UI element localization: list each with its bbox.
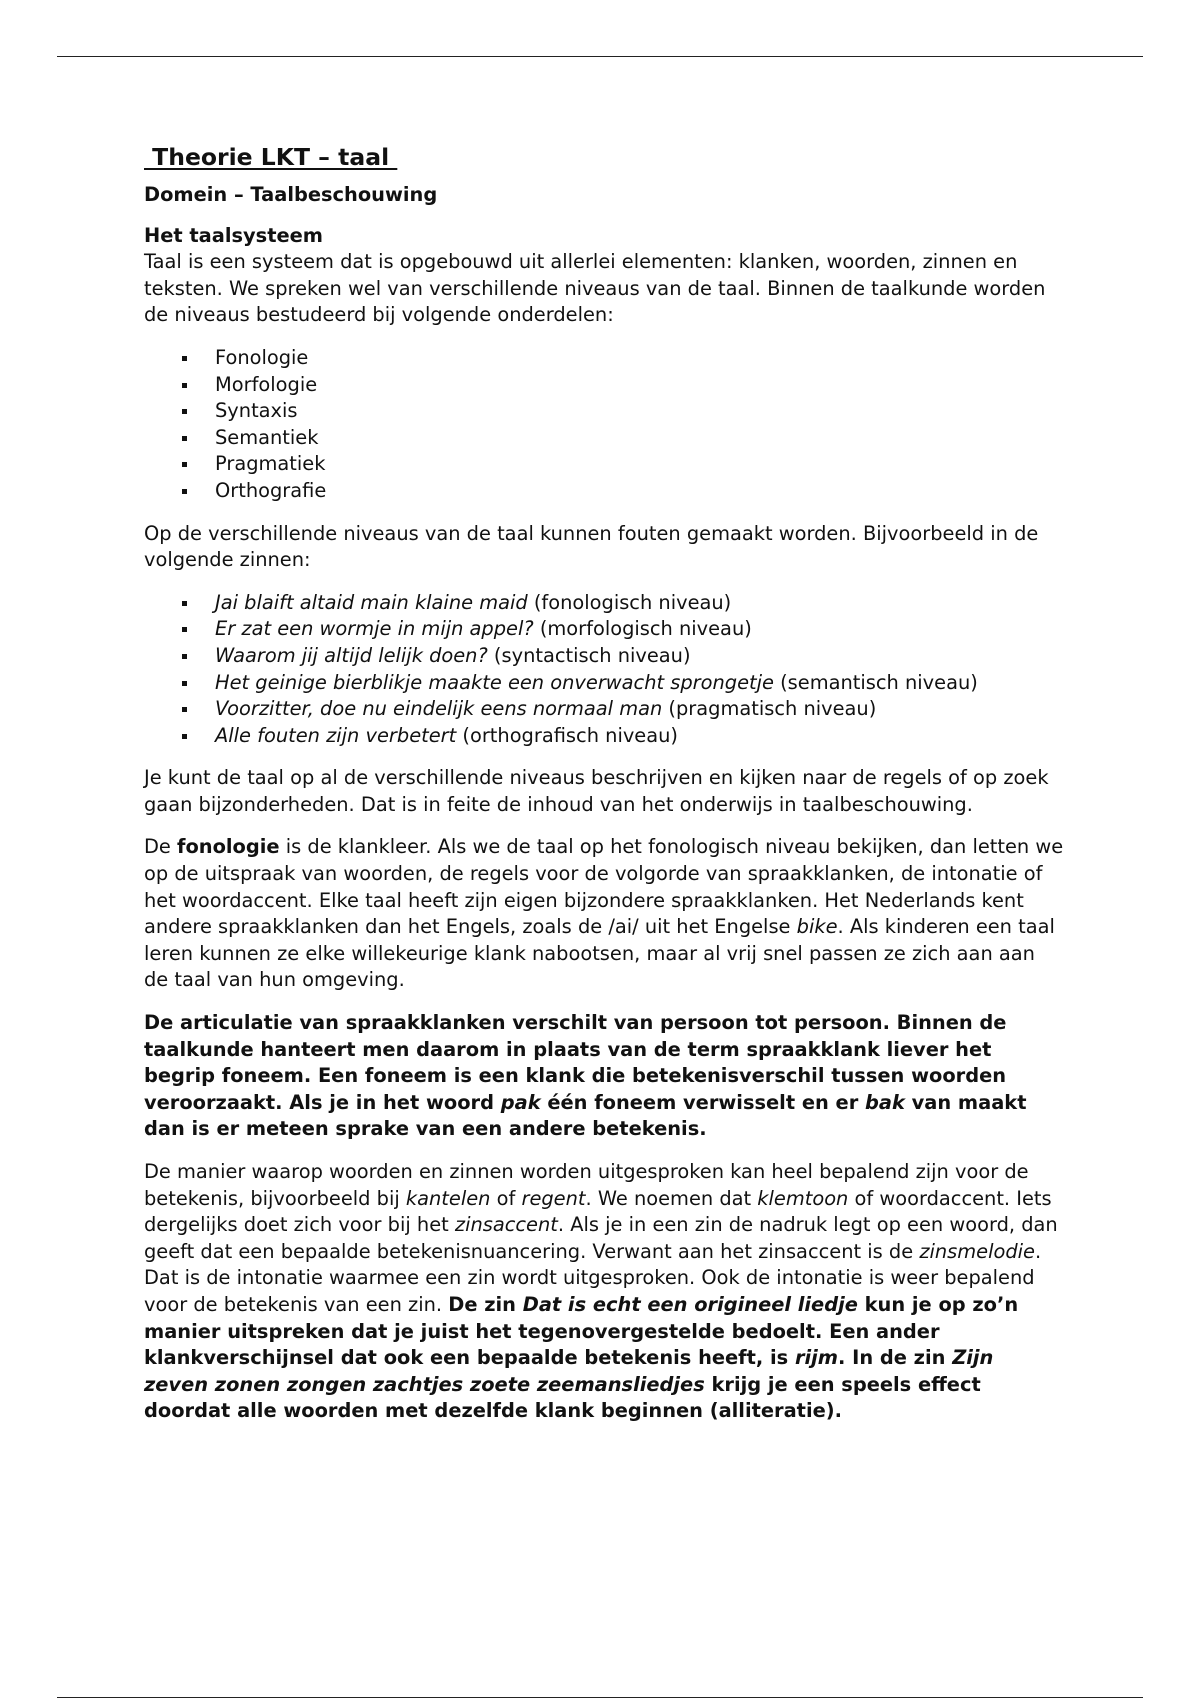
- example-level: (fonologisch niveau): [527, 590, 732, 614]
- bullet-icon: [182, 383, 187, 388]
- stress-text: . Als je in een zin de nadruk legt op een woord, dan geeft dat een bepaalde betekenisnuancering. Verwant aan het zinsaccent is de: [144, 1213, 1058, 1263]
- bullet-icon: [182, 356, 187, 361]
- stress-bold-text: De zin: [448, 1292, 523, 1316]
- list-item-text: Pragmatiek: [215, 452, 326, 476]
- example-sentence: Er zat een wormje in mijn appel?: [215, 617, 534, 641]
- example-level: (syntactisch niveau): [487, 643, 691, 667]
- example-sentence: Het geinige bierblikje maakte een onverwacht sprongetje: [215, 670, 774, 694]
- bullet-icon: [182, 734, 187, 739]
- example-sentence: Voorzitter, doe nu eindelijk eens normaal man: [215, 697, 663, 721]
- bullet-icon: [182, 489, 187, 494]
- term-klemtoon: klemtoon: [757, 1186, 849, 1210]
- section-heading: Het taalsysteem: [144, 223, 323, 247]
- example-item: [144, 723, 1064, 750]
- list-item: [144, 345, 1064, 372]
- example-item: [144, 616, 1064, 643]
- phoneme-text-end: van maakt dan is er meteen sprake van een andere betekenis.: [144, 1090, 1027, 1141]
- levels-list: [144, 345, 1064, 505]
- stress-bold-text: krijg je een speels effect doordat alle woorden met dezelfde klank beginnen (alliteratie).: [144, 1372, 981, 1423]
- example-level: (pragmatisch niveau): [662, 697, 877, 721]
- example-item: [144, 590, 1064, 617]
- term-rijm: rijm: [794, 1346, 839, 1370]
- domain-heading: Domein – Taalbeschouwing: [144, 183, 438, 206]
- example-alliteration: Zijn zeven zonen zongen zachtjes zoete zeemansliedjes: [144, 1346, 994, 1396]
- example-item: [144, 670, 1064, 697]
- term-zinsmelodie: zinsmelodie: [919, 1239, 1035, 1263]
- example-sentence: Jai blaift altaid main klaine maid: [215, 590, 528, 614]
- list-item-text: Syntaxis: [215, 399, 298, 423]
- bullet-icon: [182, 681, 187, 686]
- document-title: Theorie LKT – taal: [144, 143, 398, 171]
- stress-word-kantelen: kantelen: [405, 1186, 491, 1210]
- footer-rule: [57, 1697, 1143, 1698]
- examples-list: [144, 590, 1064, 750]
- list-item-text: Semantiek: [215, 425, 319, 449]
- example-origineel-liedje: Dat is echt een origineel liedje: [522, 1292, 858, 1316]
- example-sentence: Waarom jij altijd lelijk doen?: [215, 643, 488, 667]
- stress-word-regent: regent: [521, 1186, 586, 1210]
- phoneme-word-pak: pak: [500, 1090, 541, 1114]
- list-item: [144, 478, 1064, 505]
- phonology-prefix: De: [144, 835, 178, 859]
- phoneme-paragraph: [144, 1010, 1064, 1143]
- example-sentence: Alle fouten zijn verbetert: [215, 723, 457, 747]
- list-item-text: Fonologie: [215, 345, 309, 369]
- document-body: [144, 142, 1064, 1441]
- stress-bold-text: kun je op zo’n manier uitspreken dat je juist het tegenovergestelde bedoelt. Een ander klankverschijnsel dat ook een bepaalde betekenis heeft, is: [144, 1292, 1019, 1370]
- phonology-text-end: . Als kinderen een taal leren kunnen ze elke willekeurige klank nabootsen, maar al vrij snel passen ze zich aan aan de taal van hun omgeving.: [144, 915, 1055, 992]
- bullet-icon: [182, 436, 187, 441]
- phonology-example-word: bike: [796, 915, 838, 939]
- phonology-term: fonologie: [177, 835, 280, 859]
- list-item-text: Morfologie: [215, 372, 318, 396]
- bullet-icon: [182, 627, 187, 632]
- example-item: [144, 696, 1064, 723]
- stress-text: of woordaccent. Iets dergelijks doet zich voor bij het: [144, 1186, 1052, 1237]
- example-item: [144, 643, 1064, 670]
- list-item: [144, 372, 1064, 399]
- bullet-icon: [182, 462, 187, 467]
- intro-paragraph: Taal is een systeem dat is opgebouwd uit allerlei elementen: klanken, woorden, zinnen en teksten. We spreken wel van verschillende niveaus van de taal. Binnen de taalkunde worden de niveaus bestudeerd bij volgende onderdelen:: [144, 250, 1046, 327]
- errors-intro-paragraph: Op de verschillende niveaus van de taal kunnen fouten gemaakt worden. Bijvoorbeeld in de volgende zinnen:: [144, 521, 1039, 572]
- example-level: (morfologisch niveau): [533, 617, 752, 641]
- stress-text: De manier waarop woorden en zinnen worden uitgesproken kan heel bepalend zijn voor de betekenis, bijvoorbeeld bij: [144, 1160, 1029, 1210]
- phonology-paragraph: [144, 834, 1064, 994]
- list-item-text: Orthografie: [215, 478, 327, 502]
- list-item: [144, 398, 1064, 425]
- bullet-icon: [182, 654, 187, 659]
- stress-text: . Dat is de intonatie waarmee een zin wordt uitgesproken. Ook de intonatie is weer bepalend voor de betekenis van een zin.: [144, 1239, 1042, 1316]
- header-rule: [57, 56, 1143, 57]
- stress-text: . We noemen dat: [585, 1186, 758, 1210]
- term-zinsaccent: zinsaccent: [454, 1213, 558, 1237]
- stress-bold-text: . In de zin: [838, 1346, 953, 1370]
- example-level: (semantisch niveau): [773, 670, 978, 694]
- bullet-icon: [182, 601, 187, 606]
- example-level: (orthografisch niveau): [456, 723, 678, 747]
- phoneme-word-bak: bak: [865, 1090, 905, 1114]
- phoneme-text-mid: één foneem verwisselt en er: [540, 1090, 866, 1114]
- bullet-icon: [182, 409, 187, 414]
- describe-paragraph: Je kunt de taal op al de verschillende niveaus beschrijven en kijken naar de regels of op zoek gaan bijzonderheden. Dat is in feite de inhoud van het onderwijs in taalbeschouwing.: [144, 766, 1049, 816]
- list-item: [144, 451, 1064, 478]
- stress-text: of: [490, 1186, 522, 1210]
- list-item: [144, 425, 1064, 452]
- phoneme-text: De articulatie van spraakklanken verschilt van persoon tot persoon. Binnen de taalkunde hanteert men daarom in plaats van de term spraakklank liever het begrip foneem. Een foneem is een klank die betekenisverschil tussen woorden veroorzaakt. Als je in het woord: [144, 1011, 1007, 1114]
- phonology-text: is de klankleer. Als we de taal op het fonologisch niveau bekijken, dan letten we op de uitspraak van woorden, de regels voor de volgorde van spraakklanken, de intonatie of het woordaccent. Elke taal heeft zijn eigen bijzondere spraakklanken. Het Nederlands kent andere spraakklanken dan het Engels, zoals de /ai/ uit het Engelse: [144, 835, 1064, 939]
- stress-paragraph: [144, 1159, 1064, 1425]
- bullet-icon: [182, 707, 187, 712]
